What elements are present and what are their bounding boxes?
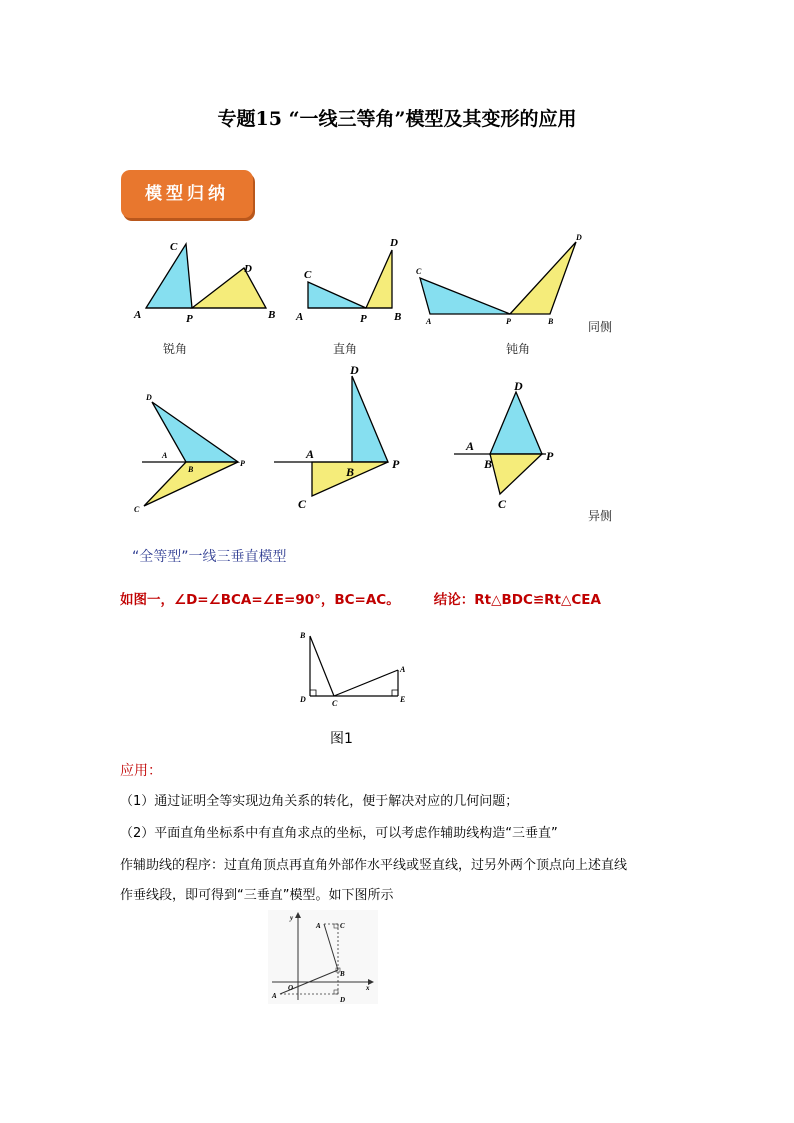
svg-text:B: B (300, 631, 306, 640)
svg-text:P: P (506, 317, 511, 326)
procedure-line-2: 作垂线段，即可得到“三垂直”模型。如下图所示 (120, 888, 394, 903)
right-figure (295, 237, 401, 325)
svg-text:P: P (360, 313, 367, 325)
svg-text:A: A (316, 922, 321, 930)
svg-text:C: C (298, 497, 307, 511)
svg-text:P: P (240, 459, 245, 468)
svg-text:x: x (366, 984, 370, 992)
acute-figure (133, 241, 275, 325)
svg-text:D: D (576, 233, 582, 242)
same-side-figures (128, 232, 608, 332)
svg-text:y: y (290, 914, 294, 922)
figure1-condition: 如图一，∠D=∠BCA=∠E=90°，BC=AC。 (120, 592, 400, 608)
svg-text:C: C (332, 699, 338, 708)
svg-text:B: B (548, 317, 554, 326)
svg-text:C: C (134, 505, 140, 514)
opposite-side-figures (128, 362, 598, 518)
same-side-label: 同侧 (588, 320, 613, 334)
svg-text:C: C (304, 269, 312, 281)
svg-text:B: B (484, 457, 493, 471)
svg-text:C: C (416, 267, 422, 276)
opposite-figure-3 (454, 379, 554, 511)
svg-text:D: D (146, 393, 152, 402)
acute-caption: 锐角 (163, 342, 188, 356)
model-summary-badge (121, 170, 253, 218)
svg-text:D: D (340, 996, 346, 1004)
svg-text:B: B (346, 465, 355, 479)
svg-text:A: A (134, 309, 142, 321)
opposite-figure-2 (274, 363, 400, 511)
svg-text:E: E (400, 695, 406, 704)
opposite-side-label: 异侧 (588, 509, 613, 523)
svg-text:A: A (400, 665, 406, 674)
opposite-figure-1 (134, 393, 245, 514)
page-title: 专题15 “一线三等角”模型及其变形的应用 (217, 108, 577, 130)
svg-text:C: C (340, 922, 345, 930)
figure1-statement (120, 588, 601, 608)
svg-text:A: A (272, 992, 277, 1000)
figure1-conclusion: 结论：Rt△BDC≌Rt△CEA (433, 592, 601, 608)
model-title: “全等型”一线三垂直模型 (132, 549, 287, 565)
svg-text:B: B (340, 970, 345, 978)
coordinate-figure (268, 910, 378, 1004)
svg-text:A: A (466, 439, 475, 453)
obtuse-caption: 钝角 (506, 342, 531, 356)
figure1-caption: 图1 (330, 731, 353, 747)
svg-text:D: D (300, 695, 306, 704)
svg-text:B: B (188, 465, 194, 474)
svg-text:A: A (296, 311, 304, 323)
svg-text:B: B (268, 309, 276, 321)
obtuse-figure (416, 233, 582, 326)
svg-text:A: A (162, 451, 168, 460)
svg-text:P: P (546, 449, 554, 463)
badge-label: 模型归纳 (145, 184, 229, 204)
svg-text:D: D (350, 363, 359, 377)
svg-text:A: A (426, 317, 432, 326)
application-item-2: （2）平面直角坐标系中有直角求点的坐标，可以考虑作辅助线构造“三垂直” (120, 826, 558, 841)
svg-text:P: P (392, 457, 400, 471)
svg-text:C: C (170, 241, 178, 253)
application-heading: 应用： (120, 763, 162, 779)
svg-text:B: B (394, 311, 402, 323)
application-item-1: （1）通过证明全等实现边角关系的转化，便于解决对应的几何问题； (120, 794, 519, 809)
svg-text:P: P (186, 313, 193, 325)
svg-text:A: A (306, 447, 315, 461)
svg-text:O: O (288, 984, 294, 992)
svg-text:D: D (244, 263, 252, 275)
svg-text:C: C (498, 497, 507, 511)
right-caption: 直角 (333, 342, 358, 356)
svg-text:D: D (390, 237, 398, 249)
procedure-line-1: 作辅助线的程序：过直角顶点再直角外部作水平线或竖直线，过另外两个顶点向上述直线 (120, 858, 628, 873)
figure1-diagram (294, 628, 414, 708)
svg-text:D: D (514, 379, 523, 393)
